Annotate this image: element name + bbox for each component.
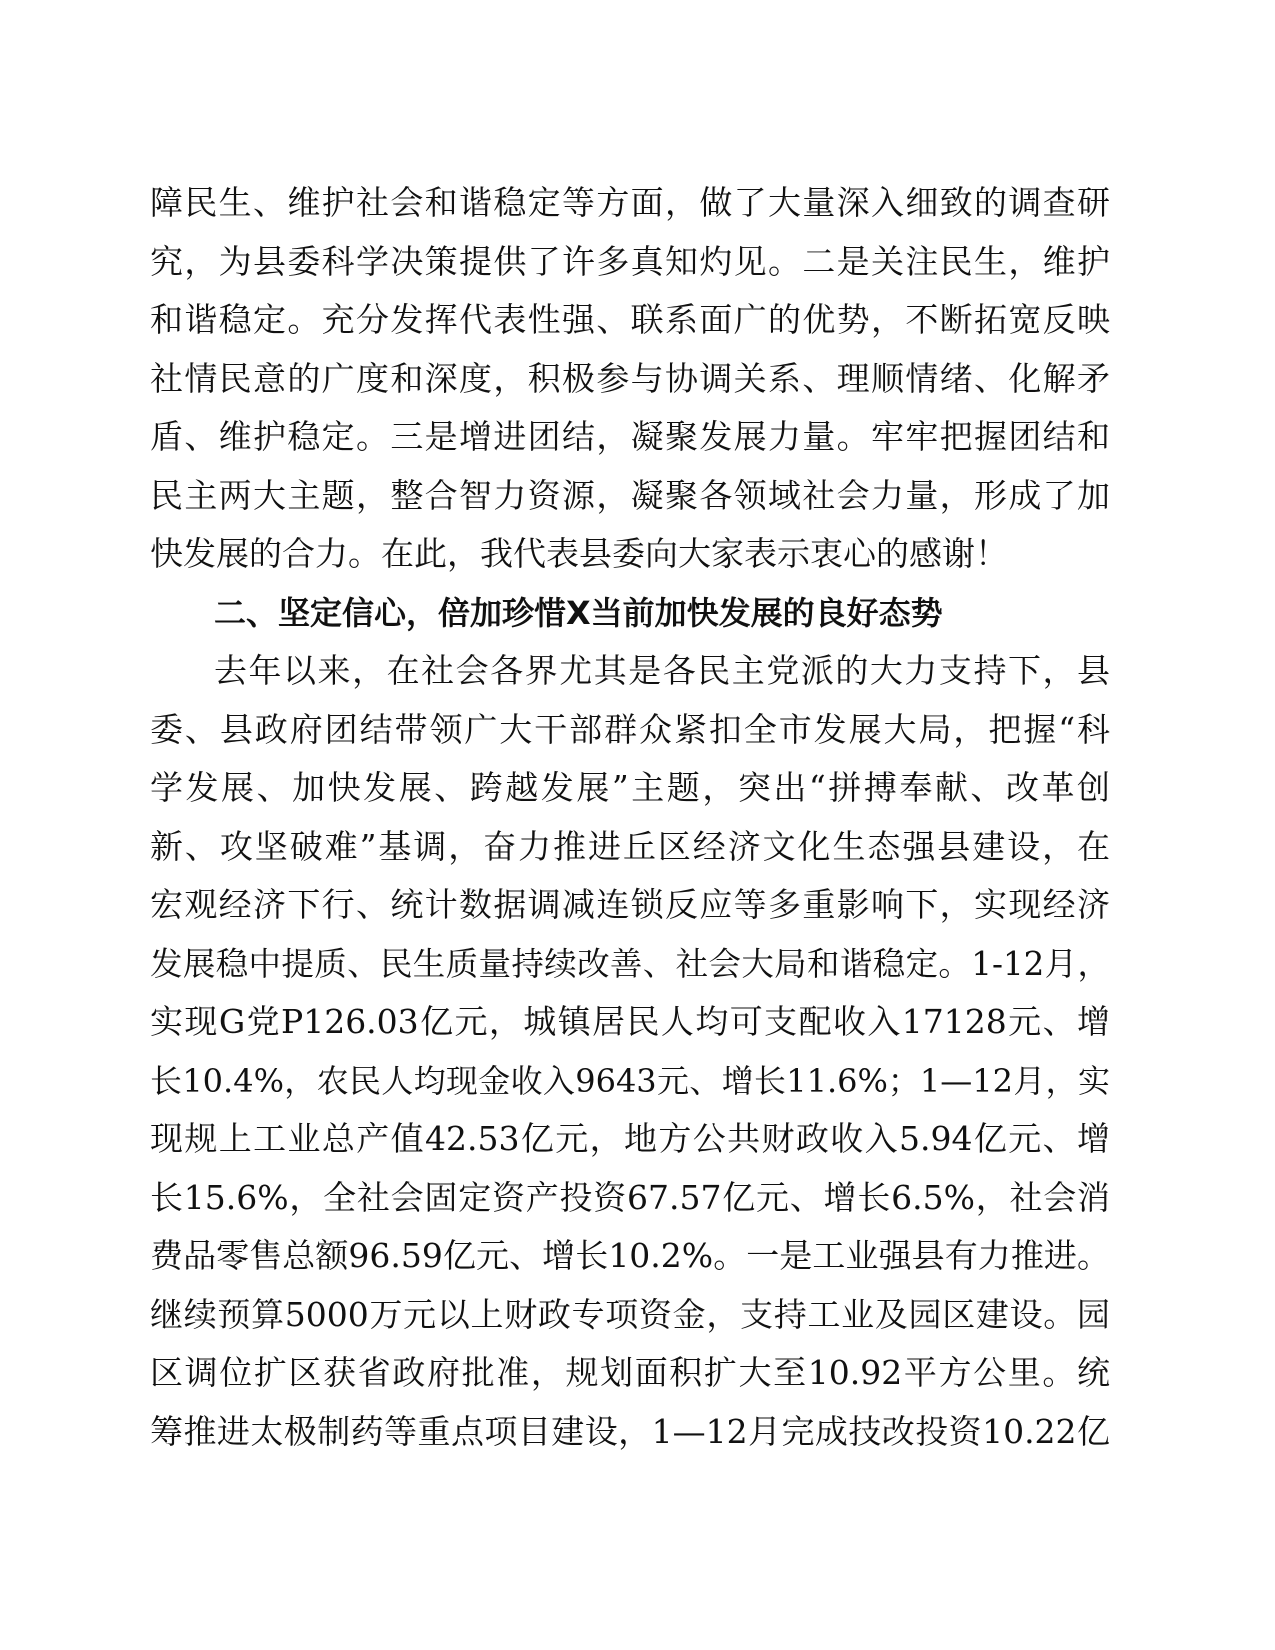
text-line: 继续预算5000万元以上财政专项资金，支持工业及园区建设。园	[150, 1294, 1110, 1334]
text-line: 民主两大主题，整合智力资源，凝聚各领域社会力量，形成了加	[150, 475, 1110, 515]
text-line: 宏观经济下行、统计数据调减连锁反应等多重影响下，实现经济	[150, 885, 1110, 924]
text-line: 社情民意的广度和深度，积极参与协调关系、理顺情绪、化解矛	[150, 358, 1110, 398]
document-body	[150, 174, 1110, 1461]
text-line: 委、县政府团结带领广大干部群众紧扣全市发展大局，把握“科	[150, 709, 1110, 749]
text-line: 盾、维护稳定。三是增进团结，凝聚发展力量。牢牢把握团结和	[150, 417, 1110, 456]
text-line: 发展稳中提质、民生质量持续改善、社会大局和谐稳定。1-12月，	[150, 944, 1110, 983]
section-heading: 二、坚定信心，倍加珍惜X当前加快发展的良好态势	[214, 593, 943, 632]
text-line: 区调位扩区获省政府批准，规划面积扩大至10.92平方公里。统	[150, 1353, 1110, 1392]
text-line: 筹推进太极制药等重点项目建设，1—12月完成技改投资10.22亿	[150, 1411, 1110, 1451]
text-line: 实现G党P126.03亿元，城镇居民人均可支配收入17128元、增	[150, 1002, 1110, 1041]
text-line: 去年以来，在社会各界尤其是各民主党派的大力支持下，县	[214, 651, 1110, 690]
text-line: 快发展的合力。在此，我代表县委向大家表示衷心的感谢！	[150, 534, 1008, 573]
text-line: 现规上工业总产值42.53亿元，地方公共财政收入5.94亿元、增	[150, 1119, 1110, 1158]
text-line: 长10.4%，农民人均现金收入9643元、增长11.6%；1—12月，实	[150, 1061, 1110, 1100]
text-line: 究，为县委科学决策提供了许多真知灼见。二是关注民生，维护	[150, 241, 1110, 281]
text-line: 长15.6%，全社会固定资产投资67.57亿元、增长6.5%，社会消	[150, 1177, 1110, 1217]
text-line: 学发展、加快发展、跨越发展”主题，突出“拼搏奉献、改革创	[150, 768, 1110, 807]
text-line: 费品零售总额96.59亿元、增长10.2%。一是工业强县有力推进。	[150, 1236, 1110, 1275]
text-line: 新、攻坚破难”基调，奋力推进丘区经济文化生态强县建设，在	[150, 826, 1110, 866]
text-line: 和谐稳定。充分发挥代表性强、联系面广的优势，不断拓宽反映	[150, 300, 1110, 339]
text-line: 障民生、维护社会和谐稳定等方面，做了大量深入细致的调查研	[150, 183, 1110, 222]
